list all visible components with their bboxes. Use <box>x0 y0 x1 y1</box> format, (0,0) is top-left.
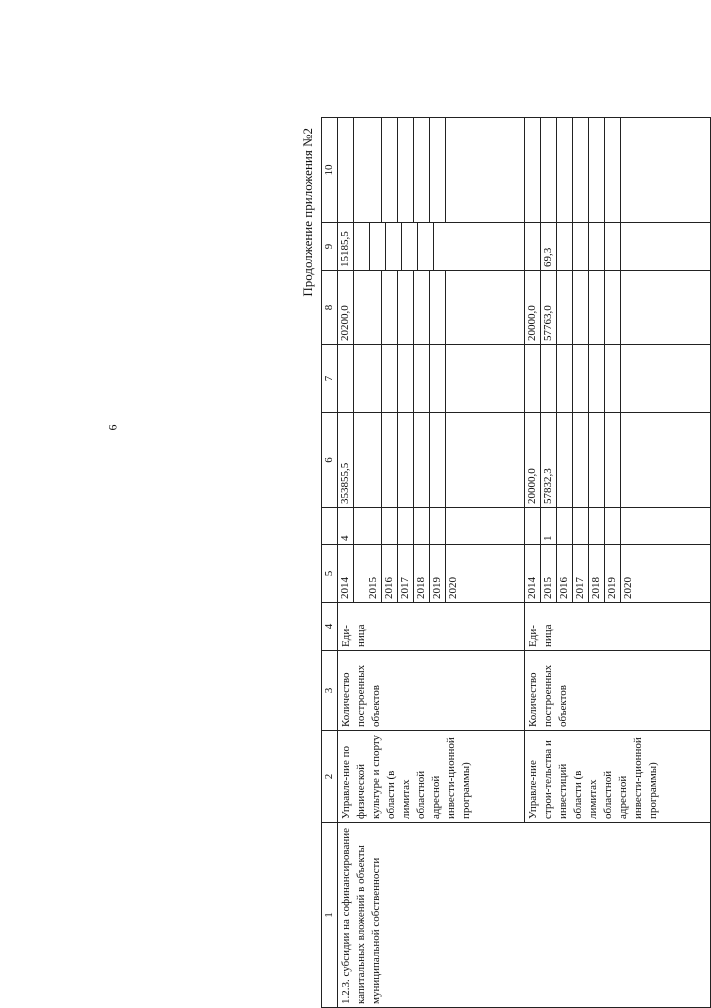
col8-value: 20000,0 <box>525 271 541 344</box>
unit-cell: Еди-ница <box>524 603 711 651</box>
col10-value <box>589 118 605 222</box>
header-row <box>322 118 338 1008</box>
col9-value <box>589 223 605 270</box>
executor-cell: Управле-ние по физической культуре и спорту области (в лимитах областной адресной инвести-ционной программы) <box>338 731 525 823</box>
col9-value <box>621 223 636 270</box>
col9-value <box>573 223 589 270</box>
year-value: 2016 <box>382 545 398 602</box>
header-cell: 8 <box>322 271 338 345</box>
col8-value: 57763,0 <box>541 271 557 344</box>
col10-value <box>338 118 354 222</box>
col10-value <box>573 118 589 222</box>
col7-value <box>621 345 636 412</box>
header-cell <box>322 508 338 545</box>
col6-value <box>621 413 636 507</box>
col5-value <box>621 508 636 544</box>
col6-cell <box>524 413 711 508</box>
unit-cell: Еди-ница <box>338 603 525 651</box>
col8-value <box>430 271 446 344</box>
col9-value <box>434 223 449 270</box>
col6-value <box>430 413 446 507</box>
col6-value <box>446 413 461 507</box>
col5-value <box>525 508 541 544</box>
col5-value: 4 <box>338 508 354 544</box>
header-cell: 7 <box>322 345 338 413</box>
col5-value: 1 <box>541 508 557 544</box>
col10-value <box>414 118 430 222</box>
col8-value <box>557 271 573 344</box>
year-value: 2018 <box>589 545 605 602</box>
year-value: 2017 <box>573 545 589 602</box>
col7-value <box>557 345 573 412</box>
col10-value <box>446 118 461 222</box>
col9-value <box>386 223 402 270</box>
col6-value <box>589 413 605 507</box>
header-cell: 2 <box>322 731 338 823</box>
col7-value <box>382 345 398 412</box>
col5-value <box>414 508 430 544</box>
col9-value <box>354 223 370 270</box>
col9-value <box>418 223 434 270</box>
header-cell: 1 <box>322 823 338 1008</box>
year-value: 2015 <box>541 545 557 602</box>
col6-cell <box>338 413 525 508</box>
col8-value <box>398 271 414 344</box>
year-value: 2016 <box>557 545 573 602</box>
col8-cell <box>524 271 711 345</box>
col7-value <box>338 345 354 412</box>
col6-value <box>398 413 414 507</box>
col5-value <box>430 508 446 544</box>
col7-value <box>398 345 414 412</box>
table-row <box>338 118 525 1008</box>
col5-value <box>398 508 414 544</box>
header-cell: 9 <box>322 223 338 271</box>
col6-value <box>414 413 430 507</box>
col10-value <box>430 118 446 222</box>
col7-value <box>446 345 461 412</box>
col8-value <box>573 271 589 344</box>
col7-value <box>605 345 621 412</box>
col5-cell <box>524 508 711 545</box>
col7-value <box>573 345 589 412</box>
col7-value <box>366 345 382 412</box>
col7-value <box>541 345 557 412</box>
item-name-cell: 1.2.3. субсидии на софинансирование капитальных вложений в объекты муниципальной собственности <box>338 823 711 1008</box>
col7-cell <box>524 345 711 413</box>
col10-value <box>621 118 636 222</box>
col10-value <box>557 118 573 222</box>
col5-value <box>589 508 605 544</box>
col5-value <box>605 508 621 544</box>
col6-value: 20000,0 <box>525 413 541 507</box>
col9-value: 15185,5 <box>338 223 354 270</box>
col10-value <box>382 118 398 222</box>
col8-value <box>589 271 605 344</box>
year-value: 2020 <box>447 577 459 599</box>
col9-value: 69,3 <box>541 223 557 270</box>
col8-value <box>605 271 621 344</box>
header-cell: 3 <box>322 651 338 731</box>
years-cell <box>338 545 525 603</box>
col9-value <box>525 223 541 270</box>
data-table <box>321 117 711 1008</box>
col6-value <box>605 413 621 507</box>
col8-value: 20200,0 <box>338 271 354 344</box>
col7-value <box>430 345 446 412</box>
rotated-page-content <box>295 118 711 1008</box>
header-cell: 5 <box>322 545 338 603</box>
col5-cell <box>338 508 525 545</box>
col8-value <box>414 271 430 344</box>
header-cell: 10 <box>322 118 338 223</box>
year-value: 2014 <box>525 545 541 602</box>
col5-value <box>382 508 398 544</box>
col7-value <box>414 345 430 412</box>
col5-value <box>446 508 461 544</box>
col10-value <box>398 118 414 222</box>
col9-cell <box>524 223 711 271</box>
year-value: 2018 <box>414 545 430 602</box>
col10-cell <box>524 118 711 223</box>
col7-cell <box>338 345 525 413</box>
col9-cell <box>338 223 525 271</box>
year-value: 2019 <box>605 545 621 602</box>
col8-value <box>621 271 636 344</box>
col9-value <box>557 223 573 270</box>
year-value: 2014 <box>338 545 354 602</box>
col10-value <box>541 118 557 222</box>
col6-value <box>382 413 398 507</box>
col5-value <box>557 508 573 544</box>
col10-value <box>605 118 621 222</box>
indicator-cell: Количество построенных объектов <box>524 651 711 731</box>
col7-value <box>525 345 541 412</box>
col10-value <box>366 118 382 222</box>
col8-value <box>366 271 382 344</box>
col9-value <box>370 223 386 270</box>
indicator-cell: Количество построенных объектов <box>338 651 525 731</box>
col10-cell <box>338 118 525 223</box>
col10-value <box>525 118 541 222</box>
col7-value <box>589 345 605 412</box>
col6-value: 353855,5 <box>338 413 354 507</box>
appendix-caption: Продолжение приложения №2 <box>300 128 315 297</box>
col6-value <box>557 413 573 507</box>
year-value: 2020 <box>621 577 634 599</box>
col6-value: 57832,3 <box>541 413 557 507</box>
header-cell: 4 <box>322 603 338 651</box>
col9-value <box>605 223 621 270</box>
year-value: 2019 <box>430 545 446 602</box>
year-value: 2015 <box>366 545 382 602</box>
col6-value <box>573 413 589 507</box>
col5-value <box>366 508 382 544</box>
col8-value <box>446 271 461 344</box>
col9-value <box>402 223 418 270</box>
header-cell: 6 <box>322 413 338 508</box>
years-cell <box>524 545 711 603</box>
col6-value <box>366 413 382 507</box>
year-value: 2017 <box>398 545 414 602</box>
col5-value <box>573 508 589 544</box>
col8-cell <box>338 271 525 345</box>
executor-cell: Управле-ние строи-тельства и инвестиций области (в лимитах областной адресной инвести-ционной программы) <box>524 731 711 823</box>
page-number: 6 <box>105 424 120 431</box>
col8-value <box>382 271 398 344</box>
